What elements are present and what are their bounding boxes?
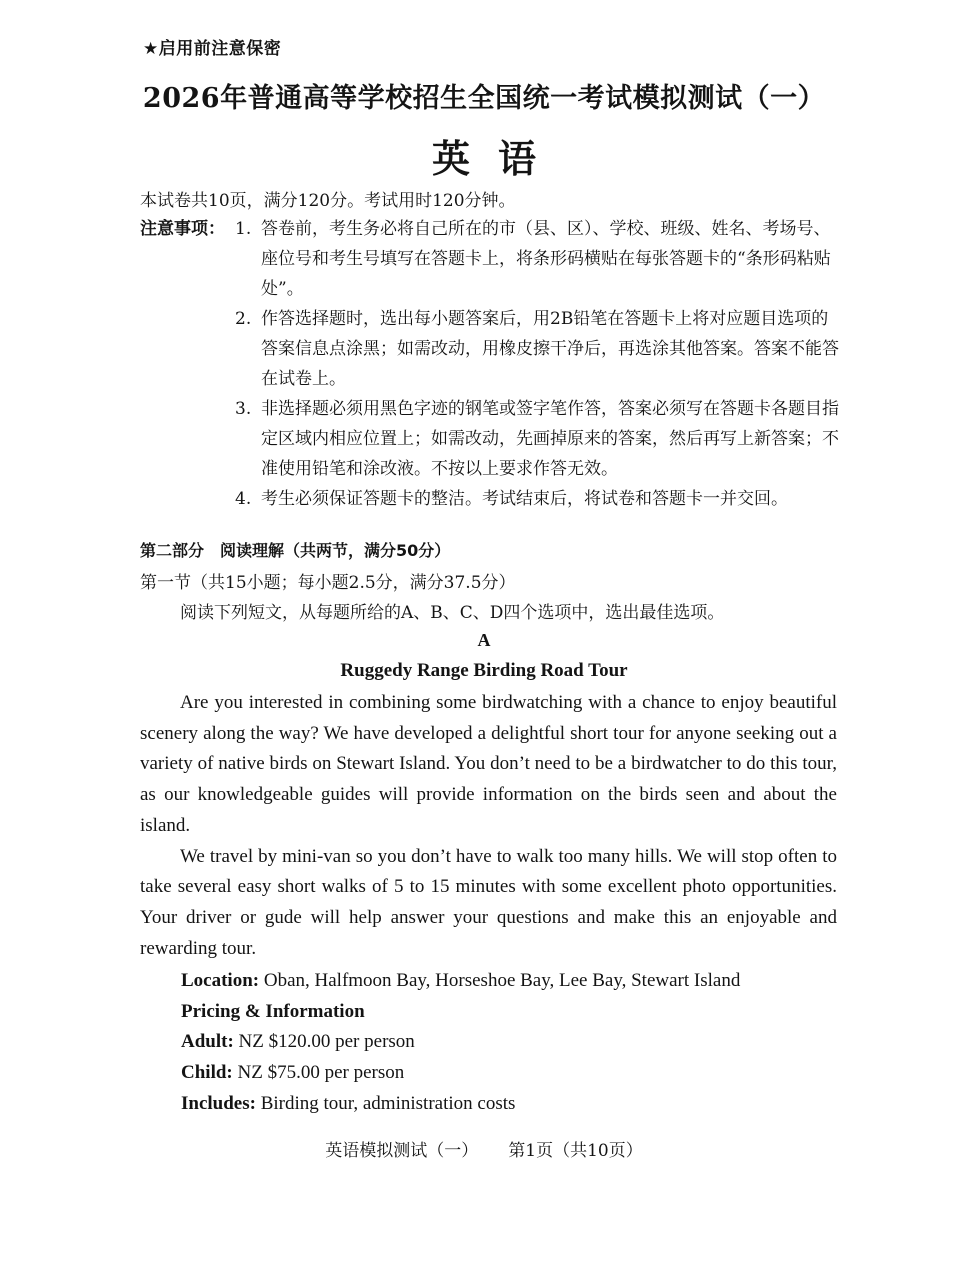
passage-letter: A (477, 630, 491, 650)
exam-info-line: 本试卷共10页，满分120分。考试用时120分钟。 (140, 191, 516, 211)
notice-item (235, 484, 840, 514)
notices-label: 注意事项： (140, 219, 225, 239)
exam-title: 2026年普通高等学校招生全国统一考试模拟测试（一） (142, 83, 826, 114)
pricing-heading-row (181, 997, 740, 1028)
part-heading: 第二部分 阅读理解（共两节，满分50分） (140, 541, 451, 560)
notice-item (235, 304, 840, 394)
child-price-row (181, 1058, 740, 1089)
pricing-heading: Pricing & Information (181, 1000, 365, 1022)
location-label: Location: (181, 970, 260, 991)
notice-text: 答卷前，考生务必将自己所在的市（县、区）、学校、班级、姓名、考场号、座位号和考生号填写在答题卡上，将条形码横贴在每张答题卡的“条形码粘贴处”。 (261, 219, 831, 299)
section-heading: 第一节（共15小题；每小题2.5分，满分37.5分） (140, 573, 516, 593)
notice-text: 非选择题必须用黑色字迹的钢笔或签字笔作答，答案必须写在答题卡各题目指定区域内相应位置上；如需改动，先画掉原来的答案，然后再写上新答案；不准使用铅笔和涂改液。不按以上要求作答无效。 (261, 399, 839, 479)
notice-number: 1. (235, 219, 252, 239)
page-footer (0, 1136, 968, 1161)
passage-paragraph: Are you interested in combining some birdwatching with a chance to enjoy beautiful scenery along the way? We have developed a delightful short tour for anyone seeking out a variety of native birds on Stewart Island. You don’t need to be a birdwatcher to do this tour, as our knowledgeable guides will provide information on the birds seen and about the island. (140, 692, 837, 836)
child-price: NZ $75.00 per person (237, 1062, 405, 1084)
notice-item (235, 214, 840, 304)
footer-page-number: 第1页（共10页） (508, 1141, 643, 1161)
passage-title: Ruggedy Range Birding Road Tour (340, 660, 628, 681)
notice-item (235, 394, 840, 484)
notice-number: 2. (235, 309, 252, 329)
reading-instruction: 阅读下列短文，从每题所给的A、B、C、D四个选项中，选出最佳选项。 (180, 603, 725, 623)
notice-number: 4. (235, 489, 252, 509)
confidential-notice: ★启用前注意保密 (143, 39, 282, 59)
adult-price-row (181, 1027, 740, 1058)
subject-title: 英语 (431, 136, 564, 181)
includes-label: Includes: (181, 1092, 256, 1114)
adult-price: NZ $120.00 per person (238, 1031, 415, 1053)
notice-text: 作答选择题时，选出每小题答案后，用2B铅笔在答题卡上将对应题目选项的答案信息点涂黑；如需改动，用橡皮擦干净后，再选涂其他答案。答案不能答在试卷上。 (261, 309, 839, 389)
child-label: Child: (181, 1062, 233, 1084)
footer-exam-name: 英语模拟测试（一） (325, 1141, 479, 1161)
location-row (181, 966, 740, 997)
notice-number: 3. (235, 399, 252, 419)
passage-paragraph: We travel by mini-van so you don’t have to walk too many hills. We will stop often to take several easy short walks of 5 to 15 minutes with some excellent photo opportunities. Your driver or gude will help answer your questions and make this an enjoyable and rewarding tour. (140, 845, 837, 959)
notice-text: 考生必须保证答题卡的整洁。考试结束后，将试卷和答题卡一并交回。 (261, 489, 788, 509)
notices-block (140, 214, 840, 514)
includes-value: Birding tour, administration costs (260, 1092, 516, 1114)
tour-details (181, 966, 740, 1120)
adult-label: Adult: (181, 1031, 234, 1053)
includes-row (181, 1089, 740, 1120)
passage-body (140, 688, 837, 964)
location-value: Oban, Halfmoon Bay, Horseshoe Bay, Lee Bay, Stewart Island (263, 970, 741, 991)
